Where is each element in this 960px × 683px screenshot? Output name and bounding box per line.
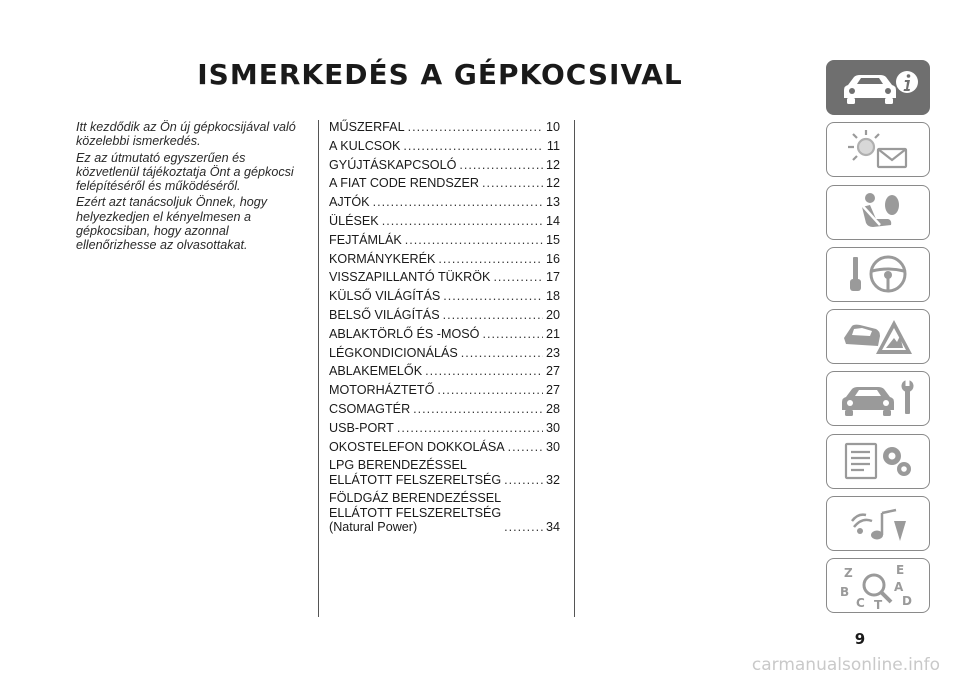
- toc-entry-page: 11: [546, 138, 560, 153]
- chapter-tabs: [826, 60, 930, 621]
- toc-leader-dots: [382, 214, 543, 228]
- toc-entry-page: 10: [545, 120, 560, 134]
- car-breakdown-warning-icon: [836, 314, 920, 360]
- toc-entry[interactable]: [329, 421, 560, 435]
- toc-leader-dots: [504, 520, 543, 534]
- toc-entry[interactable]: [329, 440, 560, 454]
- column-divider: [574, 120, 575, 617]
- toc-entry-label: AJTÓK: [329, 195, 370, 210]
- toc-entry-page: 12: [545, 157, 560, 172]
- toc-entry-label: LÉGKONDICIONÁLÁS: [329, 345, 458, 360]
- toc-entry-page: 16: [545, 251, 560, 266]
- index-letter: C: [856, 595, 865, 609]
- tab-warning-lights[interactable]: [826, 122, 930, 177]
- toc-leader-dots: [373, 195, 543, 209]
- car-wrench-icon: [836, 376, 920, 422]
- intro-paragraph: Ez az útmutató egyszerűen és közvetlenül tájékoztatja Önt a gépkocsi felépítéséről és működéséről.: [76, 150, 294, 194]
- toc-entry-page: 15: [545, 232, 560, 247]
- tab-starting-driving[interactable]: [826, 247, 930, 302]
- intro-text: [76, 120, 308, 255]
- data-gears-icon: [836, 438, 920, 484]
- toc-entry[interactable]: [329, 308, 560, 322]
- toc-entry-label: BELSŐ VILÁGÍTÁS: [329, 307, 440, 322]
- toc-entry-page: 30: [545, 439, 560, 454]
- warning-lights-message-icon: [836, 127, 920, 173]
- toc-entry[interactable]: [329, 289, 560, 303]
- toc-entry-label: ÜLÉSEK: [329, 213, 379, 228]
- toc-entry[interactable]: [329, 139, 560, 153]
- toc-entry[interactable]: [329, 270, 560, 284]
- toc-entry[interactable]: [329, 252, 560, 266]
- toc-entry-page: 13: [545, 195, 560, 210]
- toc-entry-label: A KULCSOK: [329, 138, 401, 153]
- toc-leader-dots: [493, 270, 543, 284]
- index-letter: B: [840, 584, 850, 599]
- index-letter: A: [894, 579, 904, 594]
- index-letter: T: [874, 597, 883, 609]
- toc-leader-dots: [403, 139, 543, 153]
- toc-leader-dots: [408, 120, 543, 134]
- toc-entry[interactable]: [329, 346, 560, 360]
- tab-technical-data[interactable]: [826, 434, 930, 489]
- toc-entry[interactable]: [329, 491, 560, 534]
- toc-leader-dots: [504, 473, 543, 487]
- toc-entry-page: 27: [545, 364, 560, 379]
- toc-entry-label: KÜLSŐ VILÁGÍTÁS: [329, 289, 441, 304]
- tab-alphabetical-index[interactable]: [826, 558, 930, 613]
- toc-entry-label: ABLAKTÖRLŐ ÉS -MOSÓ: [329, 326, 480, 341]
- index-letter: D: [902, 593, 912, 608]
- toc-entry-label: MOTORHÁZTETŐ: [329, 383, 435, 398]
- tab-maintenance[interactable]: [826, 371, 930, 426]
- toc-entry[interactable]: [329, 120, 560, 134]
- toc-entry-label: OKOSTELEFON DOKKOLÁSA: [329, 439, 505, 454]
- toc-entry-label: VISSZAPILLANTÓ TÜKRÖK: [329, 270, 491, 285]
- toc-leader-dots: [397, 421, 543, 435]
- column-divider: [318, 120, 319, 617]
- table-of-contents: [329, 120, 560, 539]
- toc-entry-label: GYÚJTÁSKAPCSOLÓ: [329, 157, 457, 172]
- toc-leader-dots: [443, 289, 543, 303]
- alphabet-index-icon: [836, 563, 920, 609]
- toc-entry-page: 17: [545, 270, 560, 285]
- index-letter: E: [896, 562, 905, 577]
- toc-entry-label: KORMÁNYKERÉK: [329, 251, 436, 266]
- toc-entry-page: 21: [545, 326, 560, 341]
- watermark: carmanualsonline.info: [751, 655, 940, 675]
- toc-leader-dots: [482, 176, 543, 190]
- toc-entry-page: 23: [545, 345, 560, 360]
- toc-entry-label: ABLAKEMELŐK: [329, 364, 423, 379]
- toc-entry-label: CSOMAGTÉR: [329, 401, 411, 416]
- toc-entry-label: USB-PORT: [329, 420, 394, 435]
- toc-entry-page: 34: [545, 519, 560, 534]
- toc-leader-dots: [459, 158, 543, 172]
- toc-entry-page: 18: [545, 289, 560, 304]
- car-info-icon: [836, 65, 920, 111]
- toc-entry-label: LPG BERENDEZÉSSEL ELLÁTOTT FELSZERELTSÉG: [329, 458, 502, 487]
- toc-entry[interactable]: [329, 383, 560, 397]
- multimedia-music-icon: [836, 501, 920, 547]
- seat-airbag-icon: [836, 189, 920, 235]
- toc-leader-dots: [405, 233, 543, 247]
- tab-emergency[interactable]: [826, 309, 930, 364]
- toc-leader-dots: [443, 308, 543, 322]
- toc-entry-page: 28: [545, 401, 560, 416]
- intro-paragraph: Itt kezdődik az Ön új gépkocsijával való közelebbi ismerkedés.: [76, 120, 296, 149]
- toc-leader-dots: [461, 346, 543, 360]
- toc-entry[interactable]: [329, 233, 560, 247]
- toc-entry-page: 27: [545, 383, 560, 398]
- toc-entry[interactable]: [329, 176, 560, 190]
- toc-entry[interactable]: [329, 402, 560, 416]
- toc-leader-dots: [437, 383, 543, 397]
- toc-entry-label: FÖLDGÁZ BERENDEZÉSSEL ELLÁTOTT FELSZERELTSÉG (Natural Power): [329, 491, 502, 534]
- toc-entry[interactable]: [329, 214, 560, 228]
- toc-entry-label: MŰSZERFAL: [329, 120, 405, 134]
- toc-entry[interactable]: [329, 458, 560, 486]
- toc-entry[interactable]: [329, 364, 560, 378]
- toc-entry-page: 12: [545, 176, 560, 191]
- toc-entry[interactable]: [329, 195, 560, 209]
- toc-entry-page: 14: [545, 213, 560, 228]
- tab-multimedia[interactable]: [826, 496, 930, 551]
- key-steering-wheel-icon: [836, 251, 920, 297]
- page-number: 9: [854, 630, 866, 648]
- toc-entry-page: 32: [545, 472, 560, 487]
- toc-leader-dots: [482, 327, 543, 341]
- toc-entry-page: 20: [545, 307, 560, 322]
- toc-leader-dots: [413, 402, 543, 416]
- toc-entry-page: 30: [545, 420, 560, 435]
- tab-safety[interactable]: [826, 185, 930, 240]
- index-letter: Z: [844, 565, 853, 580]
- tab-car-info[interactable]: [826, 60, 930, 115]
- toc-entry[interactable]: [329, 327, 560, 341]
- page-title: ISMERKEDÉS A GÉPKOCSIVAL: [197, 58, 683, 91]
- toc-leader-dots: [425, 364, 543, 378]
- toc-entry-label: A FIAT CODE RENDSZER: [329, 176, 479, 191]
- intro-paragraph: Ezért azt tanácsoljuk Önnek, hogy helyezkedjen el kényelmesen a gépkocsiban, hogy azonnal ellenőrizhesse az olvasottakat.: [76, 195, 268, 253]
- toc-entry[interactable]: [329, 158, 560, 172]
- toc-leader-dots: [508, 440, 543, 454]
- toc-entry-label: FEJTÁMLÁK: [329, 232, 402, 247]
- toc-leader-dots: [438, 252, 543, 266]
